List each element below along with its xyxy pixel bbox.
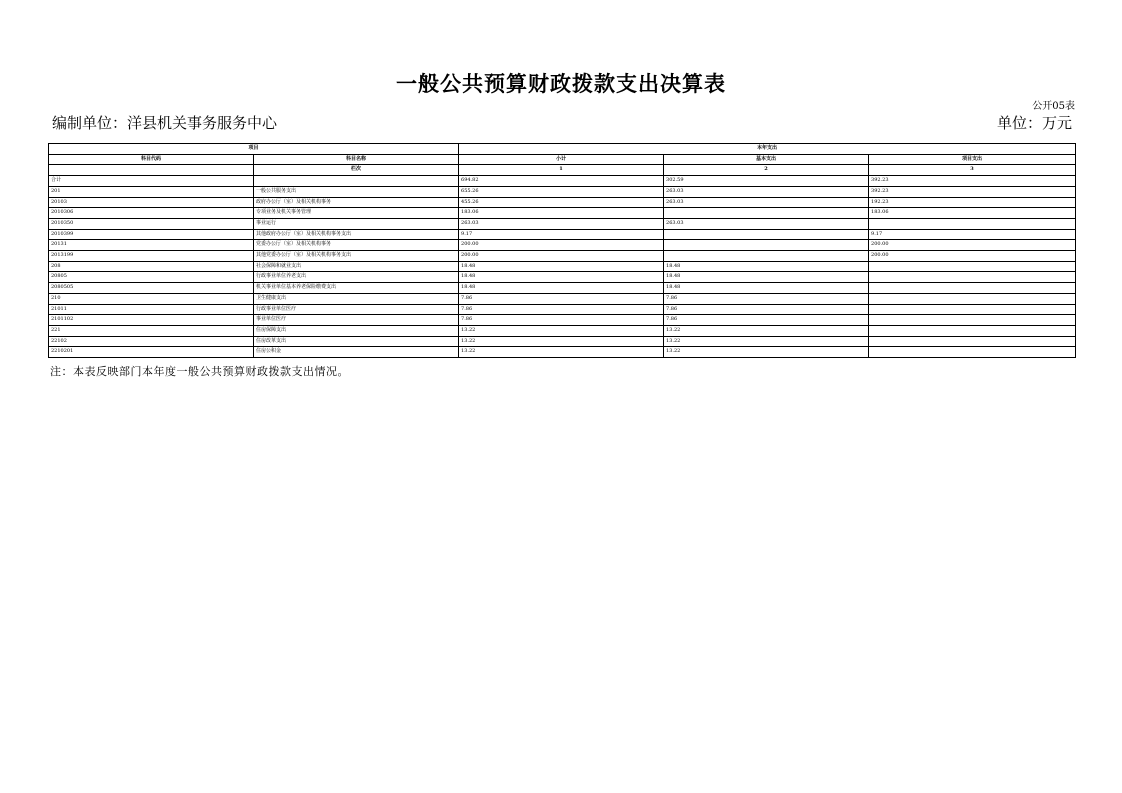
- cell-subtotal: 13.22: [459, 347, 664, 358]
- table-row: [49, 325, 1076, 336]
- cell-code: 2010399: [49, 229, 254, 240]
- cell-project: [869, 325, 1076, 336]
- table-row: [49, 251, 1076, 262]
- cell-project: [869, 293, 1076, 304]
- cell-basic: 7.86: [664, 293, 869, 304]
- cell-code: 2210201: [49, 347, 254, 358]
- header-current-year: 本年支出: [459, 144, 1076, 155]
- cell-project: 9.17: [869, 229, 1076, 240]
- cell-basic: 302.59: [664, 176, 869, 187]
- table-row: [49, 197, 1076, 208]
- footnote: 注：本表反映部门本年度一般公共预算财政拨款支出情况。: [50, 365, 349, 378]
- cell-code: 2080505: [49, 283, 254, 294]
- table-row: [49, 229, 1076, 240]
- cell-project: [869, 304, 1076, 315]
- header-project-exp: 项目支出: [869, 154, 1076, 165]
- cell-name: 住房改革支出: [254, 336, 459, 347]
- cell-code: 2101102: [49, 315, 254, 326]
- table-row: [49, 240, 1076, 251]
- cell-basic: 18.48: [664, 261, 869, 272]
- cell-name: 政府办公厅（室）及相关机构事务: [254, 197, 459, 208]
- cell-subtotal: 455.26: [459, 197, 664, 208]
- cell-name: 事业运行: [254, 218, 459, 229]
- cell-code: 201: [49, 186, 254, 197]
- cell-name: 行政事业单位医疗: [254, 304, 459, 315]
- cell-project: 392.23: [869, 176, 1076, 187]
- cell-subtotal: 7.86: [459, 293, 664, 304]
- cell-project: [869, 336, 1076, 347]
- cell-project: 200.00: [869, 251, 1076, 262]
- table-row: [49, 304, 1076, 315]
- cell-code: 2010306: [49, 208, 254, 219]
- header-project: 项目: [49, 144, 459, 155]
- cell-basic: 263.03: [664, 197, 869, 208]
- cell-project: 392.23: [869, 186, 1076, 197]
- cell-name: 其他党委办公厅（室）及相关机构事务支出: [254, 251, 459, 262]
- cell-project: 192.23: [869, 197, 1076, 208]
- cell-name: 党委办公厅（室）及相关机构事务: [254, 240, 459, 251]
- cell-code: 2010350: [49, 218, 254, 229]
- cell-name: [254, 176, 459, 187]
- cell-code: 21011: [49, 304, 254, 315]
- header-code: 科目代码: [49, 154, 254, 165]
- cell-basic: [664, 229, 869, 240]
- header-col-label: 栏次: [254, 165, 459, 176]
- cell-basic: 18.48: [664, 283, 869, 294]
- report-title: 一般公共预算财政拨款支出决算表: [396, 71, 726, 96]
- cell-subtotal: 7.86: [459, 315, 664, 326]
- header-row-1: [49, 144, 1076, 155]
- cell-subtotal: 18.48: [459, 261, 664, 272]
- cell-name: 行政事业单位养老支出: [254, 272, 459, 283]
- table-row: [49, 336, 1076, 347]
- header-name: 科目名称: [254, 154, 459, 165]
- cell-code: 210: [49, 293, 254, 304]
- cell-subtotal: 263.03: [459, 218, 664, 229]
- header-basic: 基本支出: [664, 154, 869, 165]
- cell-name: 专项业务及机关事务管理: [254, 208, 459, 219]
- header-col-3: 3: [869, 165, 1076, 176]
- cell-basic: [664, 208, 869, 219]
- cell-subtotal: 694.82: [459, 176, 664, 187]
- cell-code: 20805: [49, 272, 254, 283]
- cell-name: 住房保障支出: [254, 325, 459, 336]
- cell-name: 其他政府办公厅（室）及相关机构事务支出: [254, 229, 459, 240]
- table-row: [49, 218, 1076, 229]
- cell-subtotal: 13.22: [459, 325, 664, 336]
- cell-name: 一般公共服务支出: [254, 186, 459, 197]
- cell-basic: 13.22: [664, 325, 869, 336]
- cell-basic: 18.48: [664, 272, 869, 283]
- cell-basic: [664, 240, 869, 251]
- cell-subtotal: 9.17: [459, 229, 664, 240]
- expenditure-table: [48, 143, 1076, 358]
- table-row: [49, 315, 1076, 326]
- header-row-2: [49, 154, 1076, 165]
- cell-code: 221: [49, 325, 254, 336]
- form-number: 公开05表: [1032, 101, 1075, 112]
- table-row: [49, 283, 1076, 294]
- cell-basic: 7.86: [664, 315, 869, 326]
- cell-project: 200.00: [869, 240, 1076, 251]
- table-row: [49, 261, 1076, 272]
- table-row: [49, 208, 1076, 219]
- cell-name: 机关事业单位基本养老保险缴费支出: [254, 283, 459, 294]
- cell-basic: 13.22: [664, 347, 869, 358]
- table-row: [49, 186, 1076, 197]
- cell-project: [869, 272, 1076, 283]
- table-row: [49, 176, 1076, 187]
- cell-name: 卫生健康支出: [254, 293, 459, 304]
- cell-basic: 13.22: [664, 336, 869, 347]
- cell-subtotal: 200.00: [459, 251, 664, 262]
- cell-project: [869, 347, 1076, 358]
- table-row: [49, 272, 1076, 283]
- header-col-2: 2: [664, 165, 869, 176]
- cell-subtotal: 7.86: [459, 304, 664, 315]
- cell-name: 事业单位医疗: [254, 315, 459, 326]
- cell-subtotal: 183.06: [459, 208, 664, 219]
- cell-code: 合计: [49, 176, 254, 187]
- cell-code: 22102: [49, 336, 254, 347]
- cell-code: 2013199: [49, 251, 254, 262]
- cell-name: 住房公积金: [254, 347, 459, 358]
- currency-unit: 单位：万元: [996, 114, 1072, 132]
- header-row-3: [49, 165, 1076, 176]
- header-subtotal: 小计: [459, 154, 664, 165]
- header-col-1: 1: [459, 165, 664, 176]
- cell-subtotal: 655.26: [459, 186, 664, 197]
- cell-project: 183.06: [869, 208, 1076, 219]
- table-row: [49, 347, 1076, 358]
- cell-project: [869, 261, 1076, 272]
- cell-subtotal: 200.00: [459, 240, 664, 251]
- cell-name: 社会保障和就业支出: [254, 261, 459, 272]
- cell-code: 208: [49, 261, 254, 272]
- cell-code: 20131: [49, 240, 254, 251]
- cell-subtotal: 18.48: [459, 283, 664, 294]
- cell-project: [869, 315, 1076, 326]
- cell-basic: 7.86: [664, 304, 869, 315]
- header-blank: [49, 165, 254, 176]
- compiling-unit: 编制单位：洋县机关事务服务中心: [52, 114, 278, 132]
- cell-basic: [664, 251, 869, 262]
- cell-code: 20103: [49, 197, 254, 208]
- table-row: [49, 293, 1076, 304]
- cell-subtotal: 18.48: [459, 272, 664, 283]
- cell-subtotal: 13.22: [459, 336, 664, 347]
- cell-basic: 263.03: [664, 218, 869, 229]
- cell-project: [869, 283, 1076, 294]
- cell-project: [869, 218, 1076, 229]
- cell-basic: 263.03: [664, 186, 869, 197]
